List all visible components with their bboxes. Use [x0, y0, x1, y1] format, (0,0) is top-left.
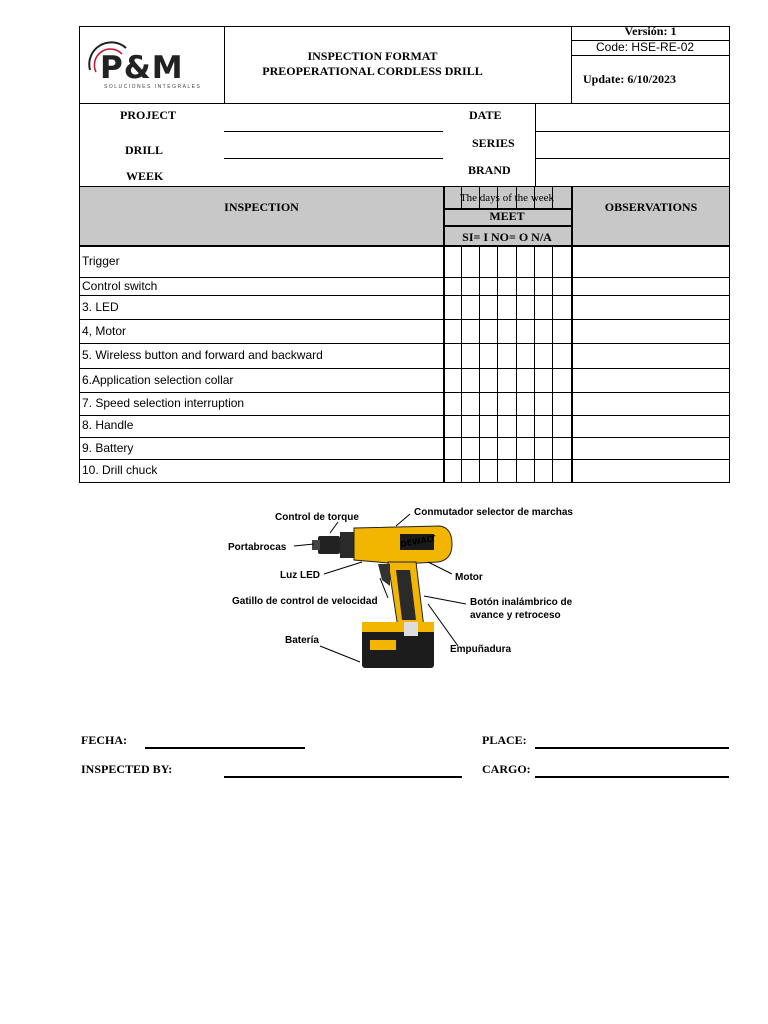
row-separator [79, 295, 730, 296]
code-label: Code: HSE-RE-02 [596, 40, 695, 54]
inspection-item: Control switch [82, 279, 158, 293]
cargo-field[interactable] [535, 776, 729, 778]
logo-text: P&M [100, 50, 184, 86]
version-label: Versión: 1 [624, 24, 677, 38]
info-divider [535, 158, 730, 159]
label-trigger: Gatillo de control de velocidad [232, 596, 378, 607]
inspection-item: Trigger [82, 254, 120, 268]
logo-subtitle: SOLUCIONES INTEGRALES [104, 84, 202, 90]
series-label: SERIES [472, 136, 515, 150]
row-separator [79, 392, 730, 393]
drill-illustration-icon [220, 500, 600, 675]
label-motor: Motor [455, 572, 483, 583]
place-field[interactable] [535, 747, 729, 749]
header-divider [571, 55, 730, 56]
info-divider [535, 131, 730, 132]
table-divider [79, 245, 730, 247]
observations-header: OBSERVATIONS [604, 200, 698, 214]
table-divider [443, 225, 571, 227]
inspection-item: 3. LED [82, 300, 119, 314]
row-separator [79, 459, 730, 460]
header-divider [224, 26, 225, 104]
drill-diagram [220, 500, 600, 675]
form-title-line1: INSPECTION FORMAT [307, 49, 438, 63]
label-grip: Empuñadura [450, 644, 512, 655]
update-label: Update: 6/10/2023 [583, 72, 676, 86]
info-divider [535, 103, 536, 187]
row-separator [79, 437, 730, 438]
day-column-line [534, 246, 535, 483]
day-column-line [516, 246, 517, 483]
day-column-line [552, 246, 553, 483]
label-wireless-line1: Botón inalámbrico de [470, 597, 573, 608]
drill-field[interactable] [224, 158, 443, 159]
info-frame [79, 103, 730, 187]
day-column-line [461, 246, 462, 483]
drill-label: DRILL [125, 143, 164, 157]
brand-label: BRAND [468, 163, 511, 177]
label-battery: Batería [285, 635, 319, 646]
cargo-label: CARGO: [482, 762, 531, 776]
inspection-item: 5. Wireless button and forward and backward [82, 348, 323, 362]
answer-legend: SI= I NO= O N/A [462, 230, 552, 244]
project-label: PROJECT [120, 108, 177, 122]
label-torque: Control de torque [275, 512, 359, 523]
drill-brand-badge: DEWALT [399, 533, 437, 550]
project-field[interactable] [224, 131, 443, 132]
fecha-label: FECHA: [81, 733, 127, 747]
fecha-field[interactable] [145, 747, 305, 749]
days-of-week-header: The days of the week [459, 192, 555, 204]
week-label: WEEK [126, 169, 164, 183]
label-chuck: Portabrocas [228, 542, 287, 553]
place-label: PLACE: [482, 733, 527, 747]
inspection-item: 4, Motor [82, 324, 127, 338]
meet-header: MEET [489, 209, 525, 223]
table-divider [571, 186, 573, 483]
form-title-line2: PREOPERATIONAL CORDLESS DRILL [262, 64, 483, 78]
row-separator [79, 277, 730, 278]
inspection-table [79, 186, 730, 483]
row-separator [79, 368, 730, 369]
inspection-item: 9. Battery [82, 441, 134, 455]
inspection-header: INSPECTION [224, 200, 299, 214]
label-wireless-line2: avance y retroceso [470, 610, 561, 621]
inspection-item: 7. Speed selection interruption [82, 396, 245, 410]
day-column-line [497, 246, 498, 483]
row-separator [79, 415, 730, 416]
day-column-line [479, 246, 480, 483]
row-separator [79, 343, 730, 344]
date-label: DATE [469, 108, 502, 122]
inspection-item: 8. Handle [82, 418, 134, 432]
inspection-item: 6.Application selection collar [82, 373, 234, 387]
label-selector: Conmutador selector de marchas [414, 507, 573, 518]
label-led: Luz LED [280, 570, 320, 581]
inspected-by-label: INSPECTED BY: [81, 762, 173, 776]
row-separator [79, 319, 730, 320]
inspection-item: 10. Drill chuck [82, 463, 158, 477]
inspected-by-field[interactable] [224, 776, 462, 778]
